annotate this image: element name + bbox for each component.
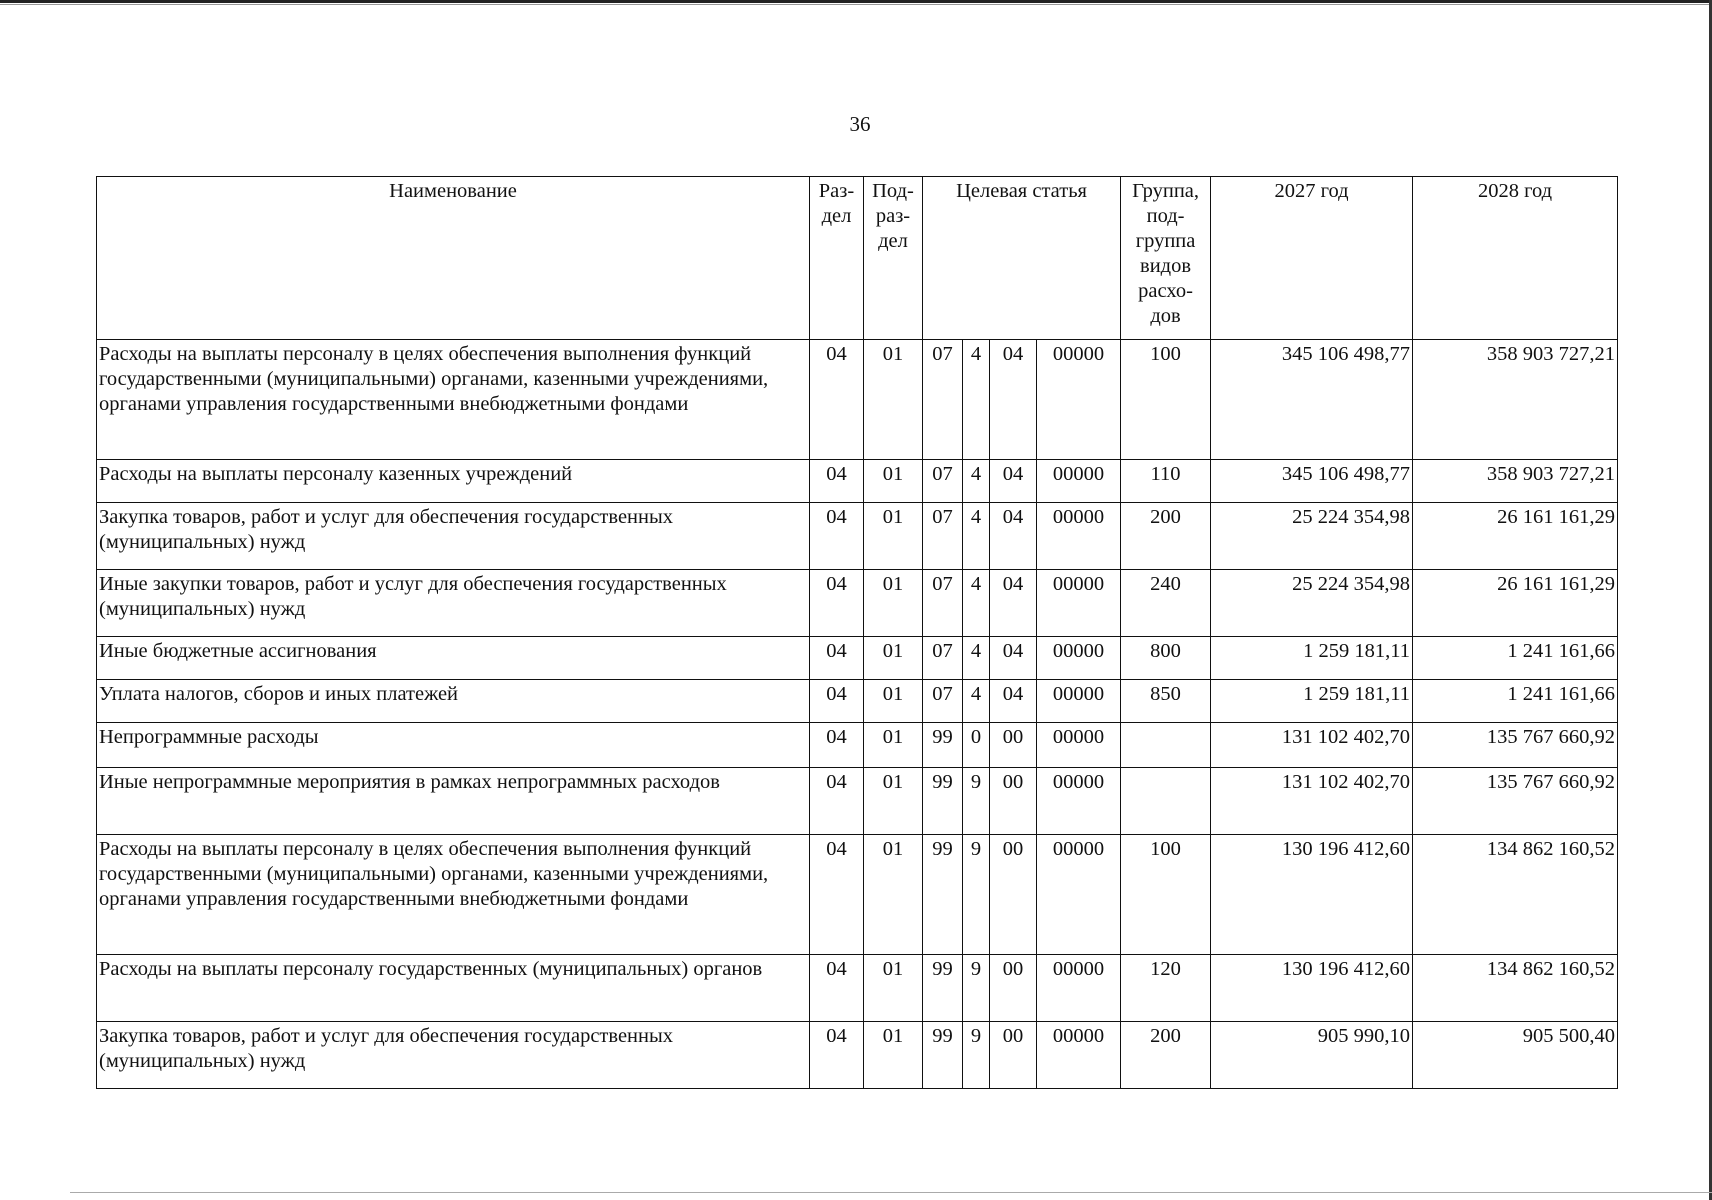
row-ts-type: 9: [963, 835, 990, 955]
row-podrazdel: 01: [864, 835, 923, 955]
row-amount-2027: 131 102 402,70: [1211, 723, 1413, 768]
row-ts-subprogram: 00: [990, 768, 1037, 835]
row-razdel: 04: [810, 570, 864, 637]
table-row: [97, 835, 1618, 955]
row-ts-subprogram: 04: [990, 680, 1037, 723]
row-ts-direction: 00000: [1037, 503, 1121, 570]
row-ts-direction: 00000: [1037, 637, 1121, 680]
table-row: [97, 503, 1618, 570]
header-year-2027: 2027 год: [1211, 177, 1413, 340]
budget-table: [96, 176, 1618, 1089]
scan-edge-top: [0, 0, 1712, 3]
row-ts-subprogram: 04: [990, 570, 1037, 637]
row-group: [1121, 723, 1211, 768]
row-group: 100: [1121, 340, 1211, 460]
row-amount-2027: 1 259 181,11: [1211, 637, 1413, 680]
row-amount-2028: 26 161 161,29: [1413, 570, 1618, 637]
row-ts-program: 07: [923, 637, 963, 680]
row-name: Расходы на выплаты персоналу в целях обеспечения выполнения функций государственными (муниципальными) органами, казенными учреждениями, органами управления государственными внебюджетными фондами: [97, 835, 810, 955]
row-podrazdel: 01: [864, 1022, 923, 1089]
row-ts-type: 4: [963, 503, 990, 570]
row-razdel: 04: [810, 503, 864, 570]
row-ts-program: 07: [923, 680, 963, 723]
row-amount-2028: 26 161 161,29: [1413, 503, 1618, 570]
row-name: Уплата налогов, сборов и иных платежей: [97, 680, 810, 723]
row-name: Иные закупки товаров, работ и услуг для обеспечения государственных (муниципальных) нужд: [97, 570, 810, 637]
row-ts-direction: 00000: [1037, 460, 1121, 503]
row-razdel: 04: [810, 835, 864, 955]
row-name: Закупка товаров, работ и услуг для обеспечения государственных (муниципальных) нужд: [97, 1022, 810, 1089]
row-group: 850: [1121, 680, 1211, 723]
row-name: Закупка товаров, работ и услуг для обеспечения государственных (муниципальных) нужд: [97, 503, 810, 570]
row-amount-2027: 25 224 354,98: [1211, 570, 1413, 637]
table-row: [97, 460, 1618, 503]
table-row: [97, 570, 1618, 637]
row-ts-direction: 00000: [1037, 570, 1121, 637]
table-row: [97, 723, 1618, 768]
row-ts-subprogram: 04: [990, 460, 1037, 503]
row-ts-program: 07: [923, 503, 963, 570]
row-ts-program: 99: [923, 723, 963, 768]
row-ts-program: 99: [923, 768, 963, 835]
table-header-row: [97, 177, 1618, 340]
row-ts-subprogram: 00: [990, 723, 1037, 768]
row-ts-type: 0: [963, 723, 990, 768]
row-group: 200: [1121, 503, 1211, 570]
row-ts-subprogram: 00: [990, 835, 1037, 955]
header-year-2028: 2028 год: [1413, 177, 1618, 340]
row-ts-type: 9: [963, 768, 990, 835]
row-group: 110: [1121, 460, 1211, 503]
row-ts-direction: 00000: [1037, 768, 1121, 835]
row-amount-2027: 905 990,10: [1211, 1022, 1413, 1089]
header-razdel: Раз- дел: [810, 177, 864, 340]
row-ts-program: 99: [923, 1022, 963, 1089]
row-ts-type: 4: [963, 680, 990, 723]
table-row: [97, 637, 1618, 680]
row-ts-type: 4: [963, 460, 990, 503]
row-ts-type: 4: [963, 637, 990, 680]
row-amount-2027: 345 106 498,77: [1211, 460, 1413, 503]
row-ts-subprogram: 04: [990, 637, 1037, 680]
header-group: Группа, под- группа видов расхо- дов: [1121, 177, 1211, 340]
row-amount-2027: 131 102 402,70: [1211, 768, 1413, 835]
row-ts-type: 9: [963, 1022, 990, 1089]
row-ts-subprogram: 04: [990, 340, 1037, 460]
row-amount-2028: 358 903 727,21: [1413, 460, 1618, 503]
header-name: Наименование: [97, 177, 810, 340]
row-ts-direction: 00000: [1037, 955, 1121, 1022]
row-ts-type: 9: [963, 955, 990, 1022]
row-podrazdel: 01: [864, 503, 923, 570]
row-name: Непрограммные расходы: [97, 723, 810, 768]
row-ts-subprogram: 00: [990, 1022, 1037, 1089]
row-amount-2027: 1 259 181,11: [1211, 680, 1413, 723]
row-name: Расходы на выплаты персоналу в целях обеспечения выполнения функций государственными (муниципальными) органами, казенными учреждениями, органами управления государственными внебюджетными фондами: [97, 340, 810, 460]
row-amount-2027: 130 196 412,60: [1211, 955, 1413, 1022]
row-amount-2027: 25 224 354,98: [1211, 503, 1413, 570]
row-ts-program: 07: [923, 460, 963, 503]
row-ts-program: 07: [923, 570, 963, 637]
table-row: [97, 340, 1618, 460]
header-podrazdel: Под- раз- дел: [864, 177, 923, 340]
row-ts-program: 99: [923, 835, 963, 955]
row-amount-2028: 358 903 727,21: [1413, 340, 1618, 460]
row-ts-subprogram: 00: [990, 955, 1037, 1022]
row-amount-2028: 1 241 161,66: [1413, 637, 1618, 680]
row-razdel: 04: [810, 460, 864, 503]
row-razdel: 04: [810, 723, 864, 768]
row-name: Расходы на выплаты персоналу государственных (муниципальных) органов: [97, 955, 810, 1022]
table-row: [97, 1022, 1618, 1089]
row-razdel: 04: [810, 768, 864, 835]
row-name: Расходы на выплаты персоналу казенных учреждений: [97, 460, 810, 503]
row-razdel: 04: [810, 637, 864, 680]
row-ts-direction: 00000: [1037, 1022, 1121, 1089]
row-razdel: 04: [810, 680, 864, 723]
row-group: 120: [1121, 955, 1211, 1022]
row-ts-program: 99: [923, 955, 963, 1022]
row-group: 200: [1121, 1022, 1211, 1089]
row-podrazdel: 01: [864, 570, 923, 637]
row-podrazdel: 01: [864, 768, 923, 835]
row-amount-2028: 135 767 660,92: [1413, 768, 1618, 835]
row-amount-2028: 135 767 660,92: [1413, 723, 1618, 768]
row-group: 100: [1121, 835, 1211, 955]
row-group: 240: [1121, 570, 1211, 637]
table-row: [97, 955, 1618, 1022]
row-group: 800: [1121, 637, 1211, 680]
row-amount-2028: 134 862 160,52: [1413, 955, 1618, 1022]
row-ts-direction: 00000: [1037, 723, 1121, 768]
table-row: [97, 768, 1618, 835]
row-name: Иные бюджетные ассигнования: [97, 637, 810, 680]
row-razdel: 04: [810, 1022, 864, 1089]
row-amount-2028: 1 241 161,66: [1413, 680, 1618, 723]
row-amount-2028: 905 500,40: [1413, 1022, 1618, 1089]
row-ts-type: 4: [963, 570, 990, 637]
row-amount-2027: 130 196 412,60: [1211, 835, 1413, 955]
row-podrazdel: 01: [864, 460, 923, 503]
row-ts-direction: 00000: [1037, 835, 1121, 955]
row-ts-direction: 00000: [1037, 340, 1121, 460]
row-podrazdel: 01: [864, 680, 923, 723]
header-target-article: Целевая статья: [923, 177, 1121, 340]
row-name: Иные непрограммные мероприятия в рамках непрограммных расходов: [97, 768, 810, 835]
row-ts-subprogram: 04: [990, 503, 1037, 570]
scan-edge-line: [0, 4, 1712, 5]
row-podrazdel: 01: [864, 723, 923, 768]
row-podrazdel: 01: [864, 955, 923, 1022]
row-razdel: 04: [810, 340, 864, 460]
row-amount-2027: 345 106 498,77: [1211, 340, 1413, 460]
row-podrazdel: 01: [864, 637, 923, 680]
row-podrazdel: 01: [864, 340, 923, 460]
page-number: 36: [849, 112, 871, 136]
table-row: [97, 680, 1618, 723]
row-amount-2028: 134 862 160,52: [1413, 835, 1618, 955]
row-group: [1121, 768, 1211, 835]
scan-edge-bottom: [70, 1192, 1712, 1193]
row-razdel: 04: [810, 955, 864, 1022]
row-ts-program: 07: [923, 340, 963, 460]
row-ts-direction: 00000: [1037, 680, 1121, 723]
row-ts-type: 4: [963, 340, 990, 460]
